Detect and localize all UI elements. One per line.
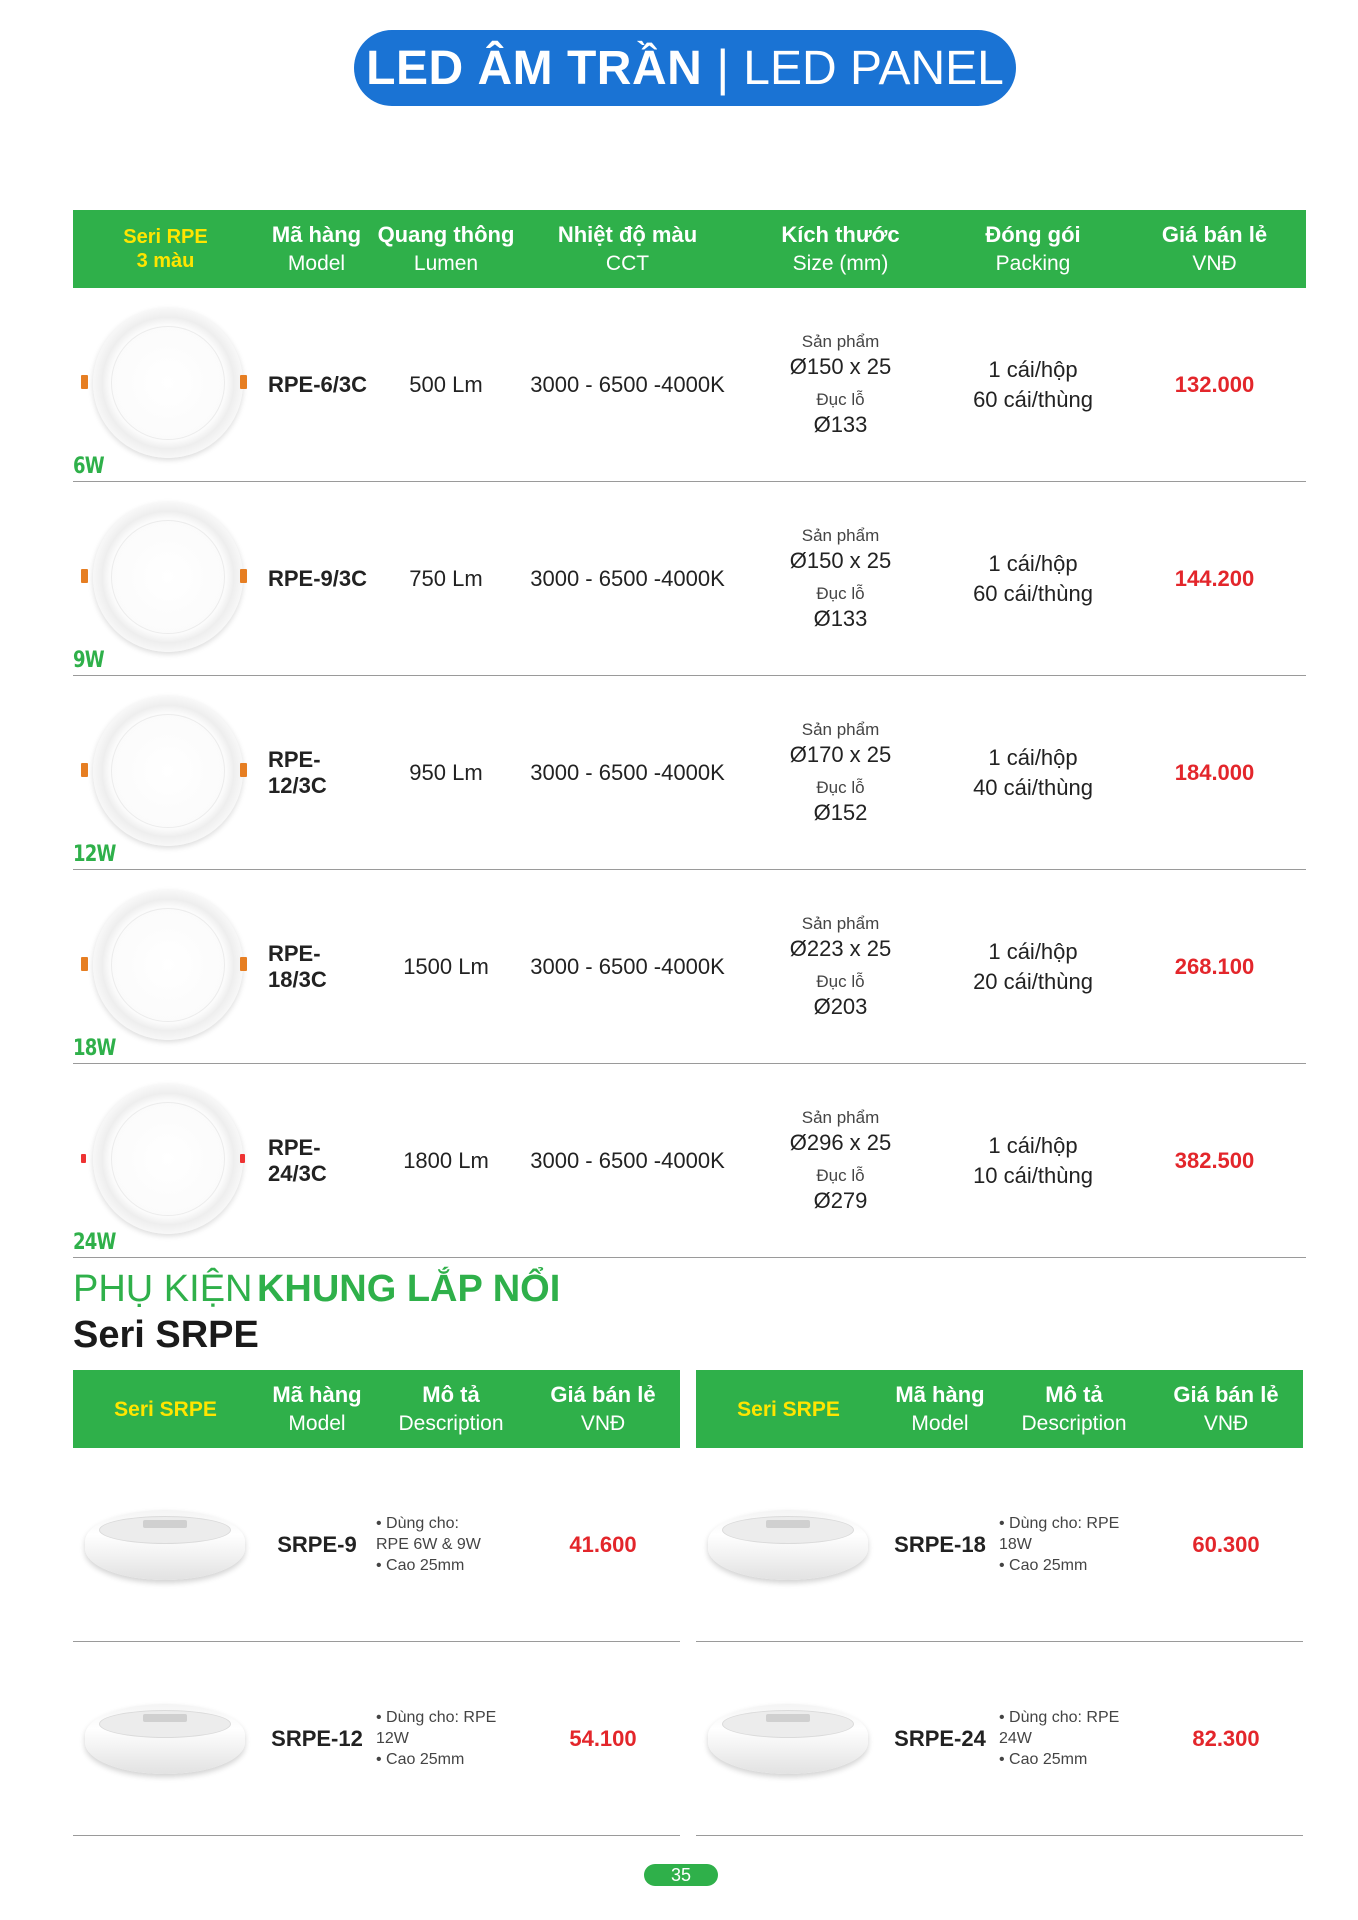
lumen-value: 1800 Lm: [403, 1147, 489, 1173]
spring-clip-icon: [240, 375, 247, 389]
description: [999, 1513, 1149, 1576]
packing-box: 1 cái/hộp: [988, 356, 1078, 382]
header-cct-vi: Nhiệt độ màu: [557, 222, 698, 247]
wattage-label: 24W: [73, 1230, 116, 1255]
packing-carton: 60 cái/thùng: [973, 386, 1093, 412]
description: [376, 1707, 526, 1770]
cutout-label: Đục lỗ: [816, 971, 865, 991]
header-size-vi: Kích thước: [781, 222, 900, 247]
cutout-value: Ø133: [813, 605, 868, 631]
size-cell: [738, 913, 943, 1021]
size-label: Sản phẩm: [801, 1107, 880, 1127]
header-size-en: Size (mm): [792, 252, 889, 275]
page-title: [354, 30, 1016, 106]
acc-header-desc: [376, 1380, 526, 1438]
cct-value: 3000 - 6500 -4000K: [530, 565, 725, 591]
lumen-value: 1500 Lm: [403, 953, 489, 979]
accessories-title: [73, 1268, 560, 1311]
description: [376, 1513, 526, 1576]
header-lumen-en: Lumen: [413, 252, 479, 275]
wattage-label: 9W: [73, 648, 104, 673]
cct-value: 3000 - 6500 -4000K: [530, 759, 725, 785]
lumen-value: 750 Lm: [409, 565, 483, 591]
surface-frame-icon: [85, 1510, 245, 1580]
retail-price: 382.500: [1174, 1147, 1255, 1173]
acc-header-desc: [999, 1380, 1149, 1438]
retail-price: 54.100: [569, 1725, 637, 1751]
packing-cell: [943, 937, 1123, 997]
model-code: RPE-24/3C: [268, 1134, 327, 1186]
packing-carton: 40 cái/thùng: [973, 774, 1093, 800]
size-label: Sản phẩm: [801, 525, 880, 545]
description-line: • Dùng cho: RPE 12W: [376, 1709, 497, 1747]
spring-clip-icon: [81, 957, 88, 971]
acc-header-price-en: VNĐ: [580, 1412, 626, 1435]
acc-header-model-vi: Mã hàng: [272, 1382, 362, 1407]
size-value: Ø150 x 25: [789, 353, 892, 379]
description-line: • Dùng cho:: [376, 1515, 459, 1532]
size-cell: [738, 525, 943, 633]
product-image: [73, 870, 258, 1063]
size-label: Sản phẩm: [801, 719, 880, 739]
accessories-table-header: [73, 1370, 680, 1448]
table-row: [73, 1642, 680, 1836]
accessories-title-light: PHỤ KIỆN: [73, 1268, 253, 1310]
spring-clip-icon: [240, 569, 247, 583]
table-row: [73, 870, 1306, 1064]
acc-header-desc-vi: Mô tả: [422, 1382, 480, 1407]
model-code: SRPE-9: [277, 1531, 357, 1557]
table-row: [696, 1448, 1303, 1642]
size-value: Ø223 x 25: [789, 935, 892, 961]
retail-price: 132.000: [1174, 371, 1255, 397]
spring-clip-icon: [81, 763, 88, 777]
header-lumen: [375, 220, 517, 278]
led-panel-icon: [93, 308, 243, 458]
packing-carton: 20 cái/thùng: [973, 968, 1093, 994]
acc-header-price-vi: Giá bán lẻ: [550, 1382, 656, 1407]
table-row: [73, 482, 1306, 676]
cutout-value: Ø203: [813, 993, 868, 1019]
title-separator: |: [716, 40, 730, 96]
accessories-title-bold: KHUNG LẮP NỔI: [256, 1268, 561, 1310]
accessories-table-left: [73, 1370, 680, 1836]
product-image: [696, 1448, 881, 1641]
cutout-label: Đục lỗ: [816, 583, 865, 603]
retail-price: 184.000: [1174, 759, 1255, 785]
acc-header-series-label: Seri SRPE: [737, 1397, 840, 1421]
packing-cell: [943, 1131, 1123, 1191]
spring-clip-icon: [240, 763, 247, 777]
packing-cell: [943, 355, 1123, 415]
cutout-label: Đục lỗ: [816, 1165, 865, 1185]
product-table-header: [73, 210, 1306, 288]
table-row: [73, 288, 1306, 482]
size-label: Sản phẩm: [801, 913, 880, 933]
packing-box: 1 cái/hộp: [988, 550, 1078, 576]
description: [999, 1707, 1149, 1770]
description-line: • Dùng cho: RPE 24W: [999, 1709, 1120, 1747]
acc-header-model-en: Model: [288, 1412, 346, 1435]
surface-frame-icon: [708, 1704, 868, 1774]
acc-header-series: [696, 1395, 881, 1424]
product-image: [73, 1448, 258, 1641]
lumen-value: 950 Lm: [409, 759, 483, 785]
title-light: LED PANEL: [743, 41, 1004, 95]
header-model-vi: Mã hàng: [271, 222, 362, 247]
wattage-label: 18W: [73, 1036, 116, 1061]
acc-header-series: [73, 1395, 258, 1424]
acc-header-model: [881, 1380, 999, 1438]
spring-clip-icon: [81, 1154, 86, 1163]
size-value: Ø150 x 25: [789, 547, 892, 573]
wattage-label: 6W: [73, 454, 104, 479]
header-series-line1: Seri RPE: [123, 226, 208, 248]
table-row: [696, 1642, 1303, 1836]
retail-price: 268.100: [1174, 953, 1255, 979]
led-panel-icon: [93, 696, 243, 846]
header-size: [738, 220, 943, 278]
description-line: • Cao 25mm: [376, 1751, 465, 1768]
spring-clip-icon: [240, 957, 247, 971]
product-image: [73, 676, 258, 869]
acc-header-price: [526, 1380, 680, 1438]
accessories-table-right: [696, 1370, 1303, 1836]
table-row: [73, 1448, 680, 1642]
size-label: Sản phẩm: [801, 331, 880, 351]
header-packing-vi: Đóng gói: [985, 222, 1081, 247]
surface-frame-icon: [708, 1510, 868, 1580]
model-code: SRPE-18: [894, 1531, 986, 1557]
model-code: RPE-9/3C: [268, 565, 368, 591]
header-model-en: Model: [287, 252, 346, 275]
product-image: [73, 482, 258, 675]
model-code: RPE-12/3C: [268, 746, 327, 798]
size-cell: [738, 719, 943, 827]
retail-price: 144.200: [1174, 565, 1255, 591]
cutout-value: Ø152: [813, 799, 868, 825]
model-code: RPE-6/3C: [268, 371, 368, 397]
header-price-en: VNĐ: [1192, 252, 1237, 275]
packing-box: 1 cái/hộp: [988, 938, 1078, 964]
accessories-table-header: [696, 1370, 1303, 1448]
cutout-label: Đục lỗ: [816, 777, 865, 797]
size-cell: [738, 1107, 943, 1215]
acc-header-model: [258, 1380, 376, 1438]
header-model: [258, 220, 375, 278]
surface-frame-icon: [85, 1704, 245, 1774]
model-code: SRPE-12: [271, 1725, 363, 1751]
retail-price: 41.600: [569, 1531, 637, 1557]
table-row: [73, 1064, 1306, 1258]
size-value: Ø296 x 25: [789, 1129, 892, 1155]
header-price: [1123, 220, 1306, 278]
title-bold: LED ÂM TRẦN: [366, 41, 703, 95]
retail-price: 60.300: [1192, 1531, 1260, 1557]
cutout-value: Ø279: [813, 1187, 868, 1213]
acc-header-model-en: Model: [911, 1412, 969, 1435]
lumen-value: 500 Lm: [409, 371, 483, 397]
page-number: 35: [644, 1864, 718, 1886]
packing-box: 1 cái/hộp: [988, 744, 1078, 770]
led-panel-icon: [93, 1084, 243, 1234]
spring-clip-icon: [81, 569, 88, 583]
acc-header-model-vi: Mã hàng: [895, 1382, 985, 1407]
cct-value: 3000 - 6500 -4000K: [530, 1147, 725, 1173]
model-code: RPE-18/3C: [268, 940, 327, 992]
spring-clip-icon: [81, 375, 88, 389]
cct-value: 3000 - 6500 -4000K: [530, 371, 725, 397]
wattage-label: 12W: [73, 842, 116, 867]
header-series-line2: 3 màu: [136, 250, 195, 272]
retail-price: 82.300: [1192, 1725, 1260, 1751]
acc-header-desc-vi: Mô tả: [1045, 1382, 1103, 1407]
acc-header-series-label: Seri SRPE: [114, 1397, 217, 1421]
led-panel-icon: [93, 890, 243, 1040]
cutout-value: Ø133: [813, 411, 868, 437]
acc-header-price-en: VNĐ: [1203, 1412, 1249, 1435]
acc-header-desc-en: Description: [1021, 1412, 1127, 1435]
table-row: [73, 676, 1306, 870]
header-lumen-vi: Quang thông: [377, 222, 515, 247]
size-cell: [738, 331, 943, 439]
description-line: • Cao 25mm: [376, 1557, 465, 1574]
packing-box: 1 cái/hộp: [988, 1132, 1078, 1158]
packing-carton: 60 cái/thùng: [973, 580, 1093, 606]
led-panel-icon: [93, 502, 243, 652]
header-packing-en: Packing: [995, 252, 1071, 275]
accessories-subtitle: Seri SRPE: [73, 1314, 259, 1356]
acc-header-price-vi: Giá bán lẻ: [1173, 1382, 1279, 1407]
acc-header-price: [1149, 1380, 1303, 1438]
header-packing: [943, 220, 1123, 278]
spring-clip-icon: [240, 1154, 245, 1163]
description-line: • Dùng cho: RPE 18W: [999, 1515, 1120, 1553]
acc-header-desc-en: Description: [398, 1412, 504, 1435]
header-series: [73, 225, 258, 273]
cct-value: 3000 - 6500 -4000K: [530, 953, 725, 979]
product-image: [73, 1642, 258, 1835]
header-cct: [517, 220, 738, 278]
description-line: • Cao 25mm: [999, 1557, 1088, 1574]
product-table: [73, 210, 1306, 1258]
header-cct-en: CCT: [605, 252, 650, 275]
product-image: [73, 288, 258, 481]
description-line: • Cao 25mm: [999, 1751, 1088, 1768]
packing-cell: [943, 549, 1123, 609]
cutout-label: Đục lỗ: [816, 389, 865, 409]
packing-cell: [943, 743, 1123, 803]
product-image: [73, 1064, 258, 1257]
product-image: [696, 1642, 881, 1835]
description-line: RPE 6W & 9W: [376, 1536, 481, 1553]
header-price-vi: Giá bán lẻ: [1161, 222, 1268, 247]
model-code: SRPE-24: [894, 1725, 986, 1751]
packing-carton: 10 cái/thùng: [973, 1162, 1093, 1188]
size-value: Ø170 x 25: [789, 741, 892, 767]
